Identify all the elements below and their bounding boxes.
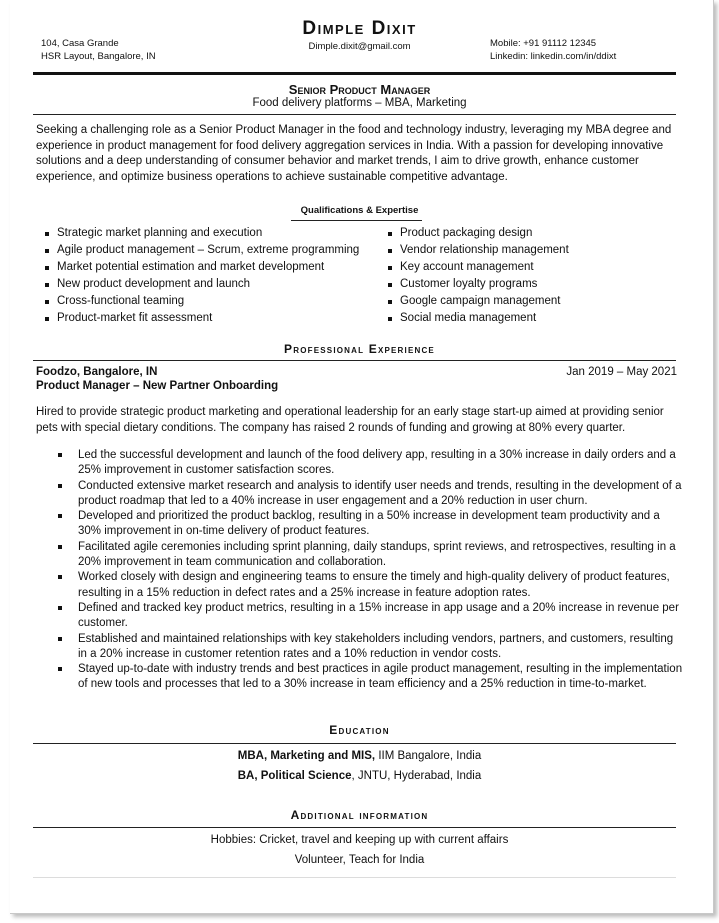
summary-paragraph: Seeking a challenging role as a Senior Product Manager in the food and technology industry, leveraging my MBA degree and experience in product management for food delivery aggregation services in India. With a passion for developing innovative solutions and a deep understanding of consumer behavior and market trends, I aim to drive growth, enhance customer experience, and optimize business operations to achieve sustainable competitive advantage. [36,124,672,183]
education-entry-1 [0,750,719,762]
list-item: Led the successful development and launch of the food delivery app, resulting in a 30% increase in daily orders and a 25% improvement in customer satisfaction scores. [58,448,684,479]
additional-heading: Additional information [290,808,429,822]
qualifications-heading: Qualifications & Expertise [300,205,419,216]
qualifications-left-list [45,225,375,327]
email-link[interactable]: Dimple.dixit@gmail.com [308,41,411,52]
list-item: Product-market fit assessment [45,310,375,327]
education-heading: Education [329,723,390,737]
list-item: Defined and tracked key product metrics, resulting in a 15% increase in app usage and a 20% increase in revenue per customer. [58,601,684,632]
company-name: Foodzo, Bangalore, IN [36,366,158,378]
school: , JNTU, Hyderabad, India [351,770,482,782]
address-line-2: HSR Layout, Bangalore, IN [41,51,156,62]
list-item: Agile product management – Scrum, extreme programming [45,242,375,259]
additional-divider [33,827,676,828]
hobbies: Hobbies: Cricket, travel and keeping up with current affairs [210,834,509,846]
target-title: Senior Product Manager [288,82,431,97]
list-item: Conducted extensive market research and analysis to identify user needs and trends, resulting in the development of a product roadmap that led to a 40% increase in user engagement and a 20% reduction in user churn. [58,479,684,510]
job-role: Product Manager – New Partner Onboarding [36,380,279,392]
list-item: Market potential estimation and market development [45,259,375,276]
list-item: Stayed up-to-date with industry trends and best practices in agile product management, resulting in the implementation of new tools and processes that led to a 30% increase in team efficiency and a 25% reduction in time-to-market. [58,662,684,693]
list-item: Worked closely with design and engineering teams to ensure the timely and high-quality delivery of product features, resulting in a 15% reduction in defect rates and a 25% increase in feature adoption rates. [58,570,684,601]
experience-heading: Professional Experience [284,342,435,356]
target-subtitle: Food delivery platforms – MBA, Marketing [252,97,467,109]
list-item: Customer loyalty programs [388,276,678,293]
job-dates: Jan 2019 – May 2021 [566,366,677,378]
degree: BA, Political Science [237,770,352,782]
mobile-number: Mobile: +91 91112 12345 [490,38,597,49]
job-description: Hired to provide strategic product marketing and operational leadership for an early stage start-up aimed at providing senior pets with special dietary conditions. The company has raised 2 rounds of funding and growing at 80% every quarter. [36,406,664,434]
achievements-list [58,448,684,693]
list-item: Strategic market planning and execution [45,225,375,242]
education-divider [33,743,676,744]
list-item: Google campaign management [388,293,678,310]
list-item: Product packaging design [388,225,678,242]
list-item: Established and maintained relationships with key stakeholders including vendors, partners, and customers, resulting in a 20% increase in customer retention rates and a 10% reduction in vendor costs. [58,632,684,663]
volunteer: Volunteer, Teach for India [294,854,425,866]
degree: MBA, Marketing and MIS, [237,750,376,762]
list-item: Key account management [388,259,678,276]
list-item: Facilitated agile ceremonies including sprint planning, daily standups, sprint reviews, and retrospectives, resulting in a 20% improvement in team communication and collaboration. [58,540,684,571]
candidate-name: Dimple Dixit [302,18,417,39]
title-divider [33,114,676,115]
footer-divider [33,877,676,878]
linkedin-link[interactable]: Linkedin: linkedin.com/in/ddixt [490,51,617,62]
list-item: Social media management [388,310,678,327]
header-divider [33,72,676,75]
list-item: Vendor relationship management [388,242,678,259]
list-item: Cross-functional teaming [45,293,375,310]
list-item: New product development and launch [45,276,375,293]
qualifications-underline [291,220,422,221]
qualifications-right-list [388,225,678,327]
school: IIM Bangalore, India [375,750,482,762]
education-entry-2 [0,770,719,782]
experience-divider [33,360,676,361]
address-line-1: 104, Casa Grande [41,38,119,49]
contact-info [490,37,616,63]
list-item: Developed and prioritized the product backlog, resulting in a 50% increase in development team productivity and a 30% improvement in on-time delivery of product features. [58,509,684,540]
